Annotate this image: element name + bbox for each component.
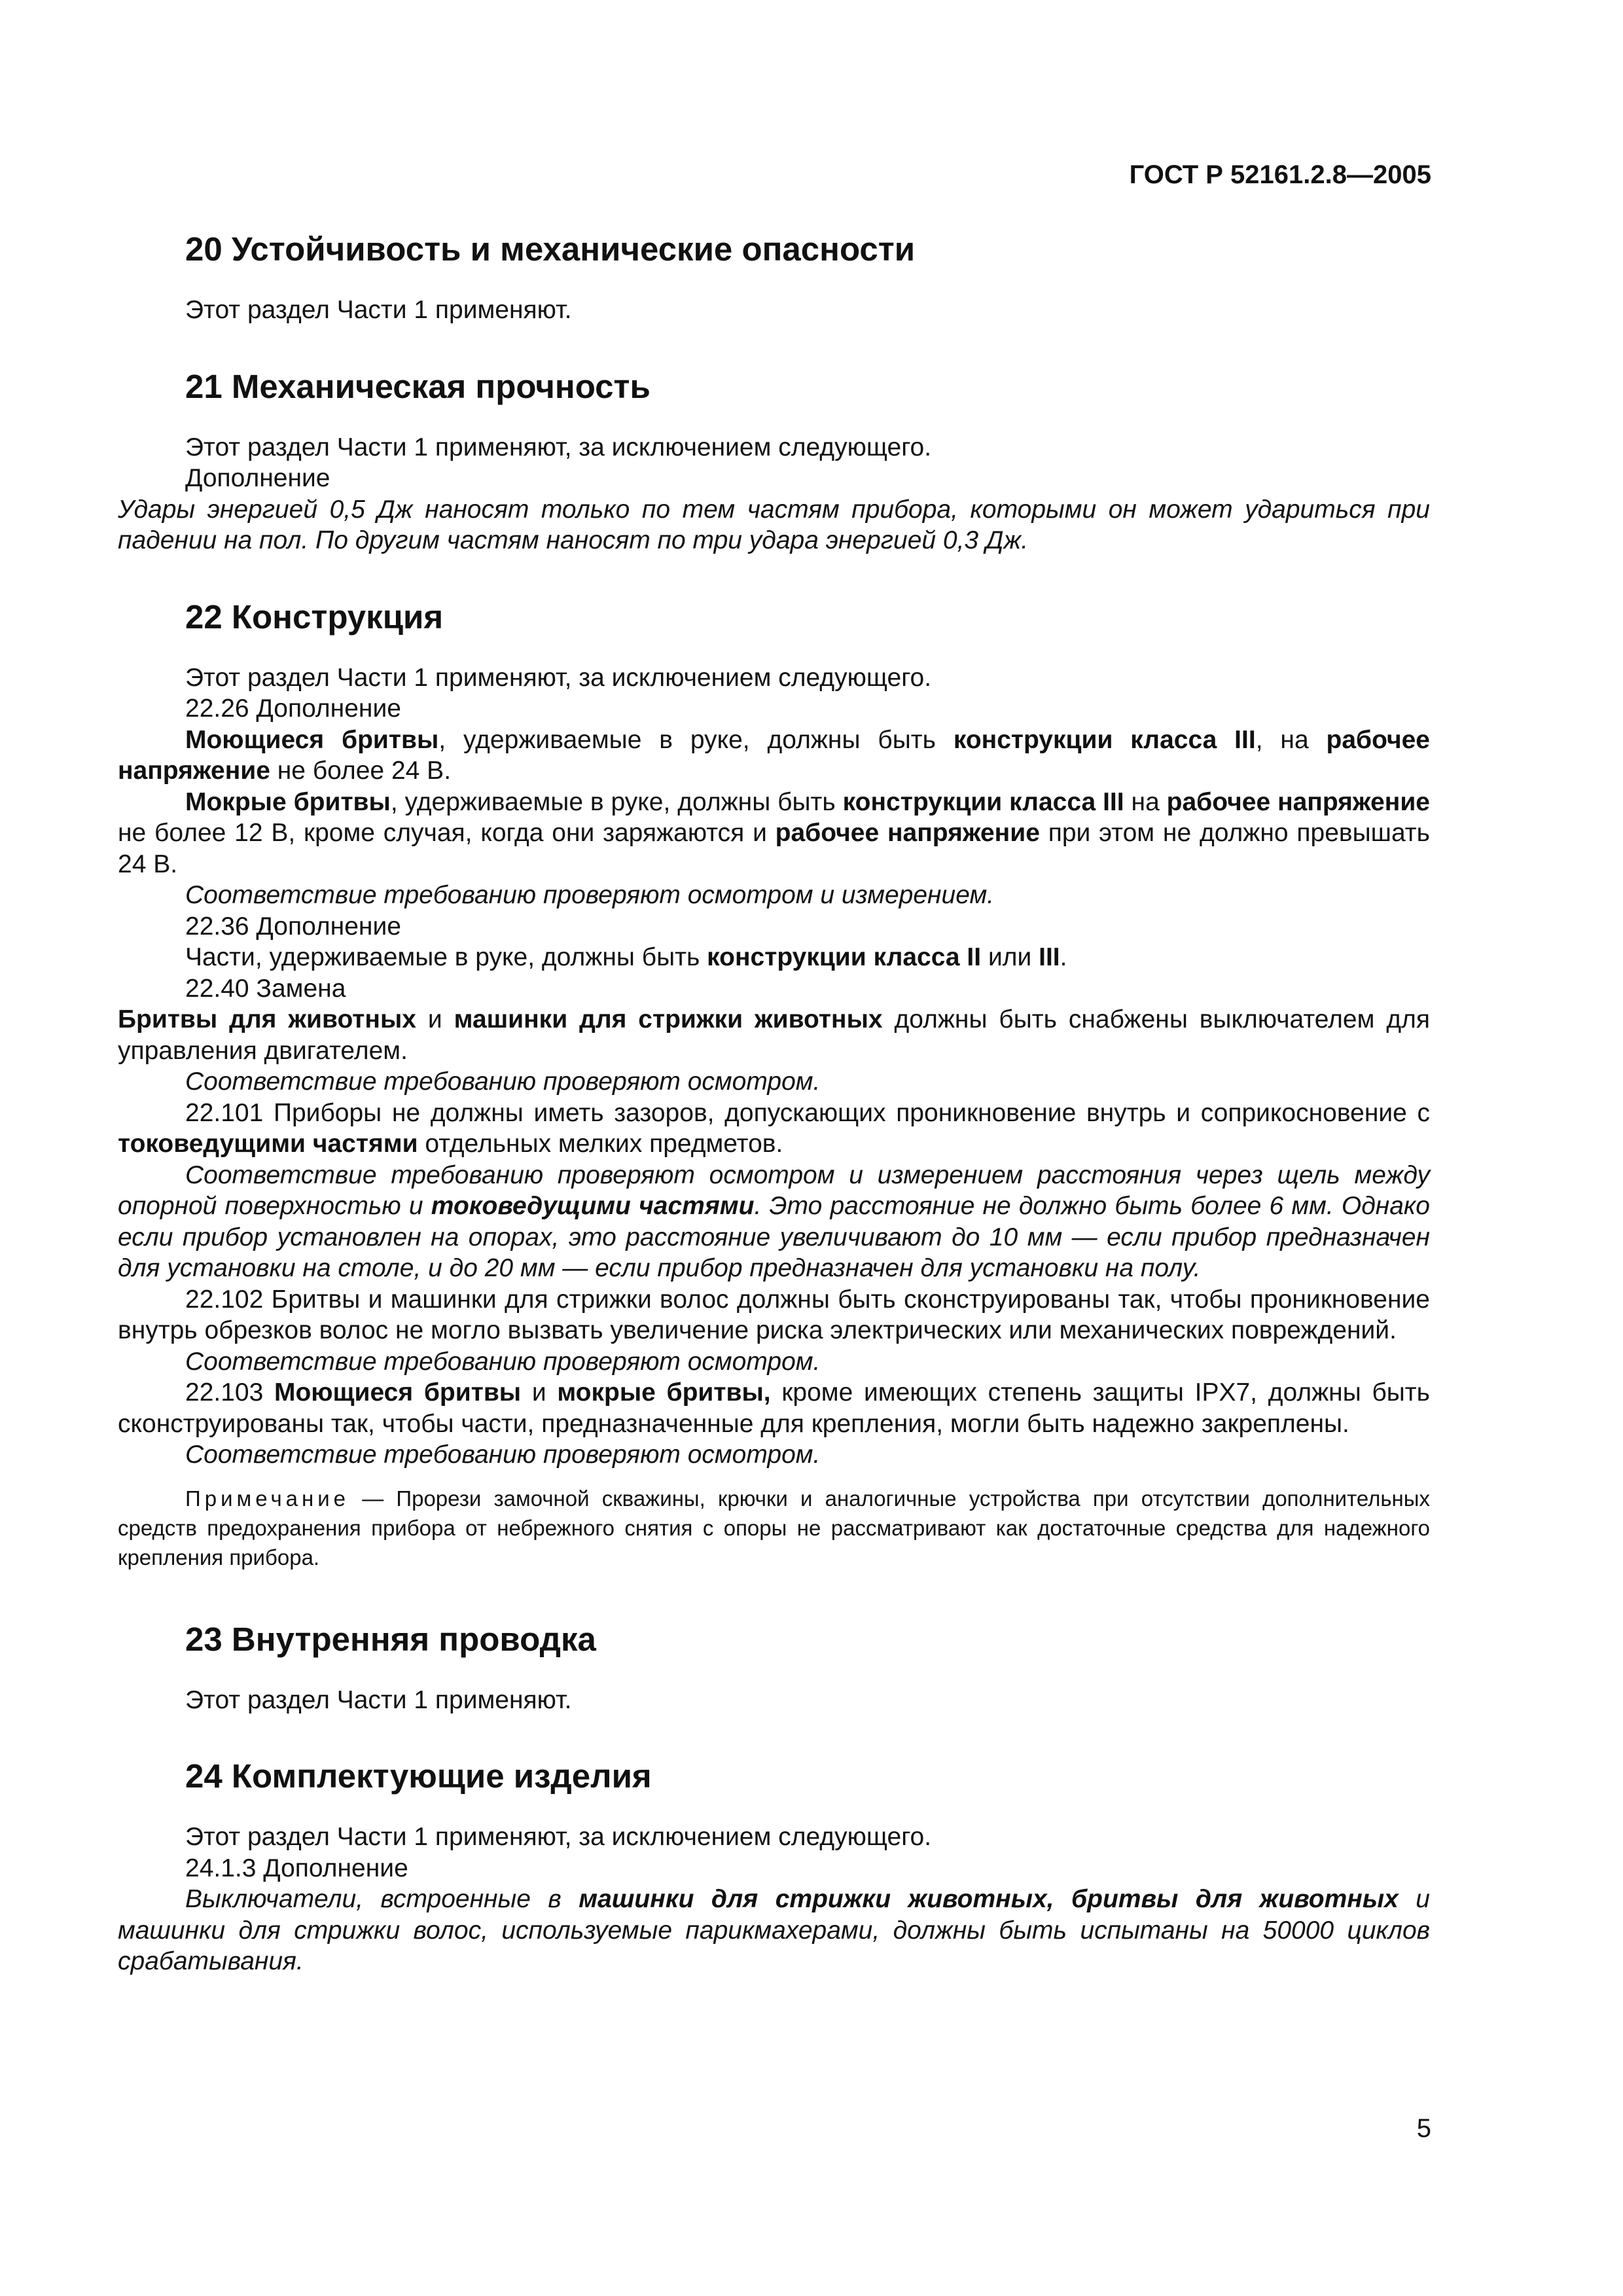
term: машинки для стрижки животных: [454, 1005, 883, 1033]
note-text: — Прорези замочной скважины, крючки и аналогичные устройства при отсутствии дополнительных средств предохранения прибора от небрежного снятия с опоры не рассматривают как достаточные средства для надежного крепления прибора.: [118, 1486, 1430, 1570]
text: при этом не должно превышать 24 В.: [118, 819, 1430, 878]
text: должны быть снабжены выключателем для управления двигателем.: [118, 1005, 1430, 1065]
clause-22-26: 22.26 Дополнение: [185, 694, 401, 723]
clause-22-26-text-1: [118, 725, 1430, 787]
clause-22-36-text: [118, 942, 1430, 973]
compliance-check: Соответствие требованию проверяют осмотром.: [185, 1441, 821, 1469]
term: Моющиеся бритвы: [274, 1378, 522, 1407]
clause-22-101: [118, 1098, 1430, 1160]
note: [118, 1484, 1430, 1572]
text: Части, удерживаемые в руке, должны быть: [185, 943, 707, 971]
term: мокрые бритвы,: [557, 1378, 771, 1407]
clause-22-102: 22.102 Бритвы и машинки для стрижки волос должны быть сконструированы так, чтобы проникновение внутрь обрезков волос не могло вызвать увеличение риска электрических или механических повреждений.: [118, 1285, 1430, 1344]
text: , удерживаемые в руке, должны быть: [390, 787, 843, 816]
compliance-check: Соответствие требованию проверяют осмотром.: [185, 1347, 821, 1376]
text: кроме имеющих степень защиты IPX7, должны быть сконструированы так, чтобы части, предназначенные для крепления, могли быть надежно закреплены.: [118, 1378, 1430, 1438]
section-20-heading: 20 Устойчивость и механические опасности: [185, 230, 916, 268]
clause-22-40: 22.40 Замена: [185, 974, 346, 1003]
section-22-text: Этот раздел Части 1 применяют, за исключением следующего.: [185, 663, 932, 692]
standard-code: ГОСТ Р 52161.2.8—2005: [1129, 160, 1431, 189]
clause-22-26-text-2: [118, 787, 1430, 880]
term: Бритвы для животных: [118, 1005, 416, 1033]
term: рабочее напряжение: [1166, 787, 1430, 816]
section-21-addition: Дополнение: [185, 464, 330, 492]
clause-22-101-compliance: [118, 1160, 1430, 1284]
text: .: [1060, 943, 1067, 971]
page-content: [118, 229, 1430, 1977]
section-21-italic: Удары энергией 0,5 Дж наносят только по тем частям прибора, которыми он может удариться при падении на пол. По другим частям наносят по три удара энергией 0,3 Дж.: [118, 495, 1430, 554]
term: токоведущими частями: [431, 1192, 755, 1220]
term: токоведущими частями: [118, 1130, 418, 1158]
text: и машинки для стрижки волос, используемые парикмахерами, должны быть испытаны на 50000 циклов срабатывания.: [118, 1885, 1431, 1975]
text: 22.101 Приборы не должны иметь зазоров, допускающих проникновение внутрь и соприкосновение с: [185, 1098, 1430, 1127]
section-23-heading: 23 Внутренняя проводка: [185, 1620, 596, 1658]
text: отдельных мелких предметов.: [418, 1130, 783, 1158]
text: 22.103: [185, 1378, 274, 1407]
section-24-text: Этот раздел Части 1 применяют, за исключением следующего.: [185, 1823, 932, 1851]
term: III: [1039, 943, 1060, 971]
text: Соответствие требованию проверяют осмотром и измерением расстояния через щель между опорной поверхностью и: [118, 1160, 1430, 1220]
term: рабочее напряжение: [775, 819, 1040, 847]
page-number: 5: [1416, 2114, 1431, 2143]
section-21-text: Этот раздел Части 1 применяют, за исключением следующего.: [185, 433, 932, 461]
section-22-heading: 22 Конструкция: [185, 598, 444, 636]
text: , на: [1255, 725, 1327, 754]
text: на: [1124, 787, 1167, 816]
text: Выключатели, встроенные в: [185, 1885, 579, 1913]
text: , удерживаемые в руке, должны быть: [438, 725, 954, 754]
term: конструкции класса III: [842, 787, 1124, 816]
section-24-heading: 24 Комплектующие изделия: [185, 1757, 652, 1795]
term: машинки для стрижки животных, бритвы для животных: [579, 1885, 1399, 1913]
term: Мокрые бритвы: [185, 787, 391, 816]
section-23-text: Этот раздел Части 1 применяют.: [185, 1685, 572, 1714]
text: . Это расстояние не должно быть более 6 мм. Однако если прибор установлен на опорах, это расстояние увеличивают до 10 мм — если прибор предназначен для установки на столе, и до 20 мм — если прибор предназначен для установки на полу.: [118, 1192, 1431, 1282]
clause-22-103: [118, 1377, 1430, 1439]
text: не более 12 В, кроме случая, когда они заряжаются и: [118, 819, 776, 847]
clause-22-40-text: [118, 1004, 1430, 1066]
term: конструкции класса II: [707, 943, 982, 971]
text: и: [521, 1378, 558, 1407]
note-label: Примечание: [185, 1486, 350, 1511]
term: конструкции класса III: [953, 725, 1256, 754]
term: рабочее напряжение: [118, 725, 1430, 785]
text: и: [416, 1005, 454, 1033]
clause-24-1-3-text: [118, 1884, 1430, 1977]
compliance-check: Соответствие требованию проверяют осмотром и измерением.: [185, 881, 995, 909]
text: не более 24 В.: [270, 757, 452, 785]
text: или: [981, 943, 1039, 971]
compliance-check: Соответствие требованию проверяют осмотром.: [185, 1067, 821, 1096]
section-20-text: Этот раздел Части 1 применяют.: [185, 296, 572, 324]
clause-24-1-3: 24.1.3 Дополнение: [185, 1854, 408, 1882]
section-21-heading: 21 Механическая прочность: [185, 367, 651, 405]
term: Моющиеся бритвы: [185, 725, 439, 754]
clause-22-36: 22.36 Дополнение: [185, 912, 401, 941]
